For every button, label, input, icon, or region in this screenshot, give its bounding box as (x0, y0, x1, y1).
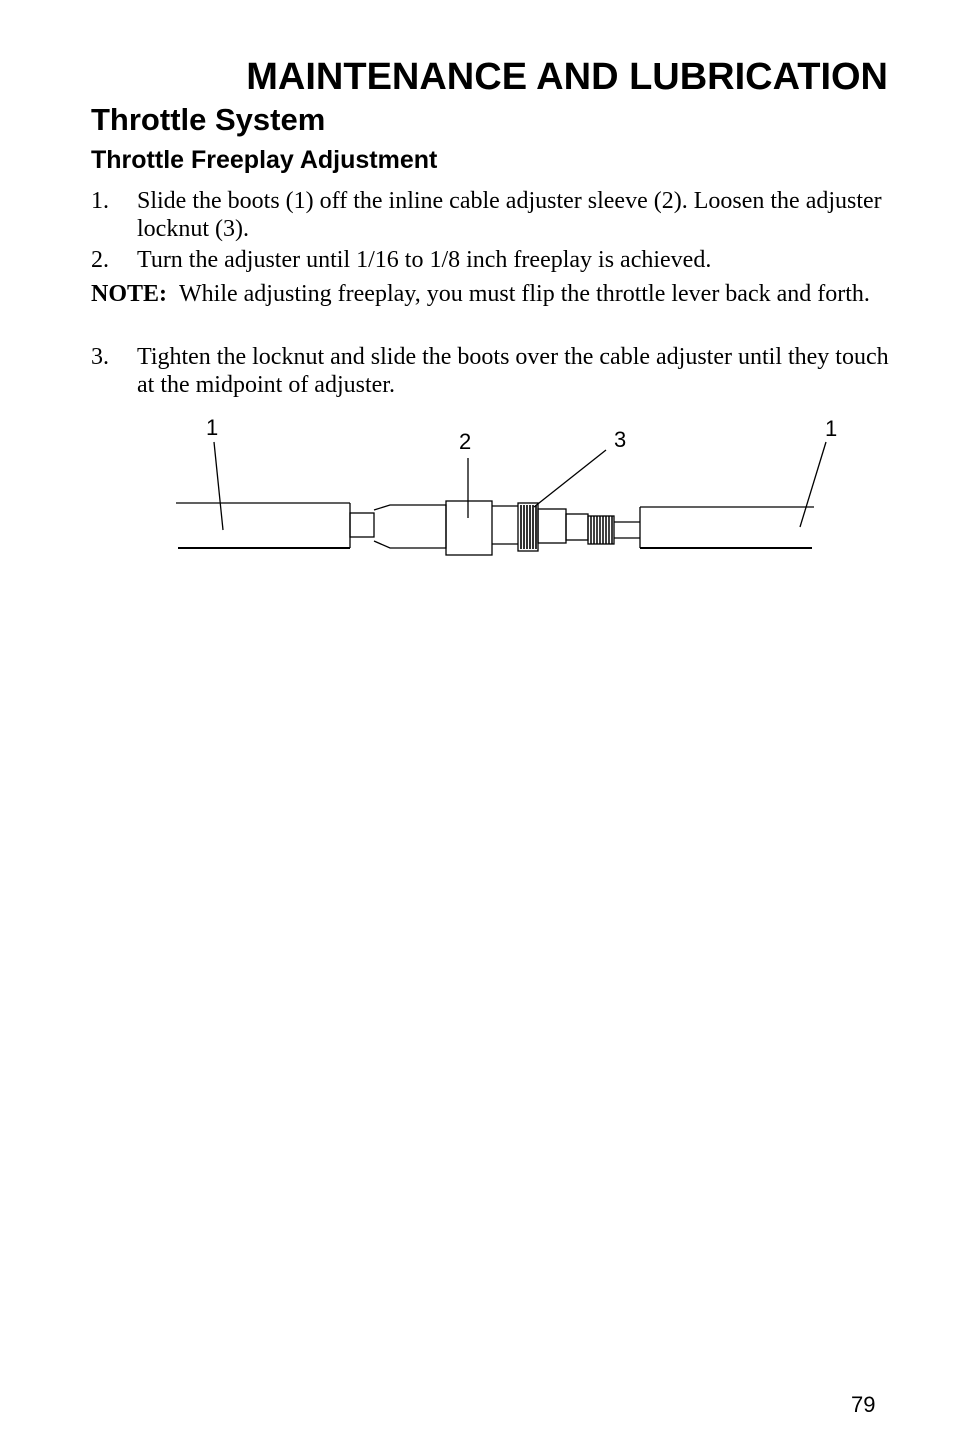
step-text: Tighten the locknut and slide the boots over the cable adjuster until they touch at the midpoint of adjuster. (137, 344, 889, 398)
step-2 (91, 246, 891, 274)
callout-locknut: 3 (614, 427, 627, 452)
thread-lines (591, 516, 612, 544)
note-label: NOTE: (91, 281, 168, 307)
callout-boot-right: 1 (825, 416, 838, 441)
step-3 (91, 343, 891, 399)
leader-line-3 (534, 450, 606, 507)
cable-adjuster-illustration (170, 410, 838, 570)
leader-line-1-right (800, 442, 826, 527)
cable-stub (614, 522, 640, 538)
step-number: 3. (91, 344, 109, 370)
leader-line-1-left (214, 442, 223, 530)
note-text: While adjusting freeplay, you must flip the throttle lever back and forth. (179, 281, 870, 307)
step-text: Slide the boots (1) off the inline cable adjuster sleeve (2). Loosen the adjuster locknut (3). (137, 188, 882, 242)
adjuster-body (538, 509, 566, 543)
locknut-knurling (521, 505, 536, 549)
note (91, 280, 891, 308)
sleeve-neck (492, 506, 518, 544)
left-collar (350, 513, 374, 537)
adjuster-sleeve (446, 501, 492, 555)
tapered-ferrule (374, 505, 446, 548)
page-number: 79 (851, 1392, 876, 1417)
section-title: Throttle System (91, 102, 326, 137)
adjuster-thread (588, 516, 614, 544)
step-number: 2. (91, 247, 109, 273)
step-number: 1. (91, 188, 109, 214)
subsection-title: Throttle Freeplay Adjustment (91, 146, 438, 174)
callout-boot-left: 1 (206, 415, 219, 440)
chapter-header: MAINTENANCE AND LUBRICATION (246, 56, 888, 98)
callout-sleeve: 2 (459, 429, 472, 454)
step-text: Turn the adjuster until 1/16 to 1/8 inch freeplay is achieved. (137, 247, 712, 273)
adjuster-thread-shank (566, 514, 588, 540)
cable-adjuster-drawing (170, 410, 838, 570)
step-1 (91, 187, 891, 243)
